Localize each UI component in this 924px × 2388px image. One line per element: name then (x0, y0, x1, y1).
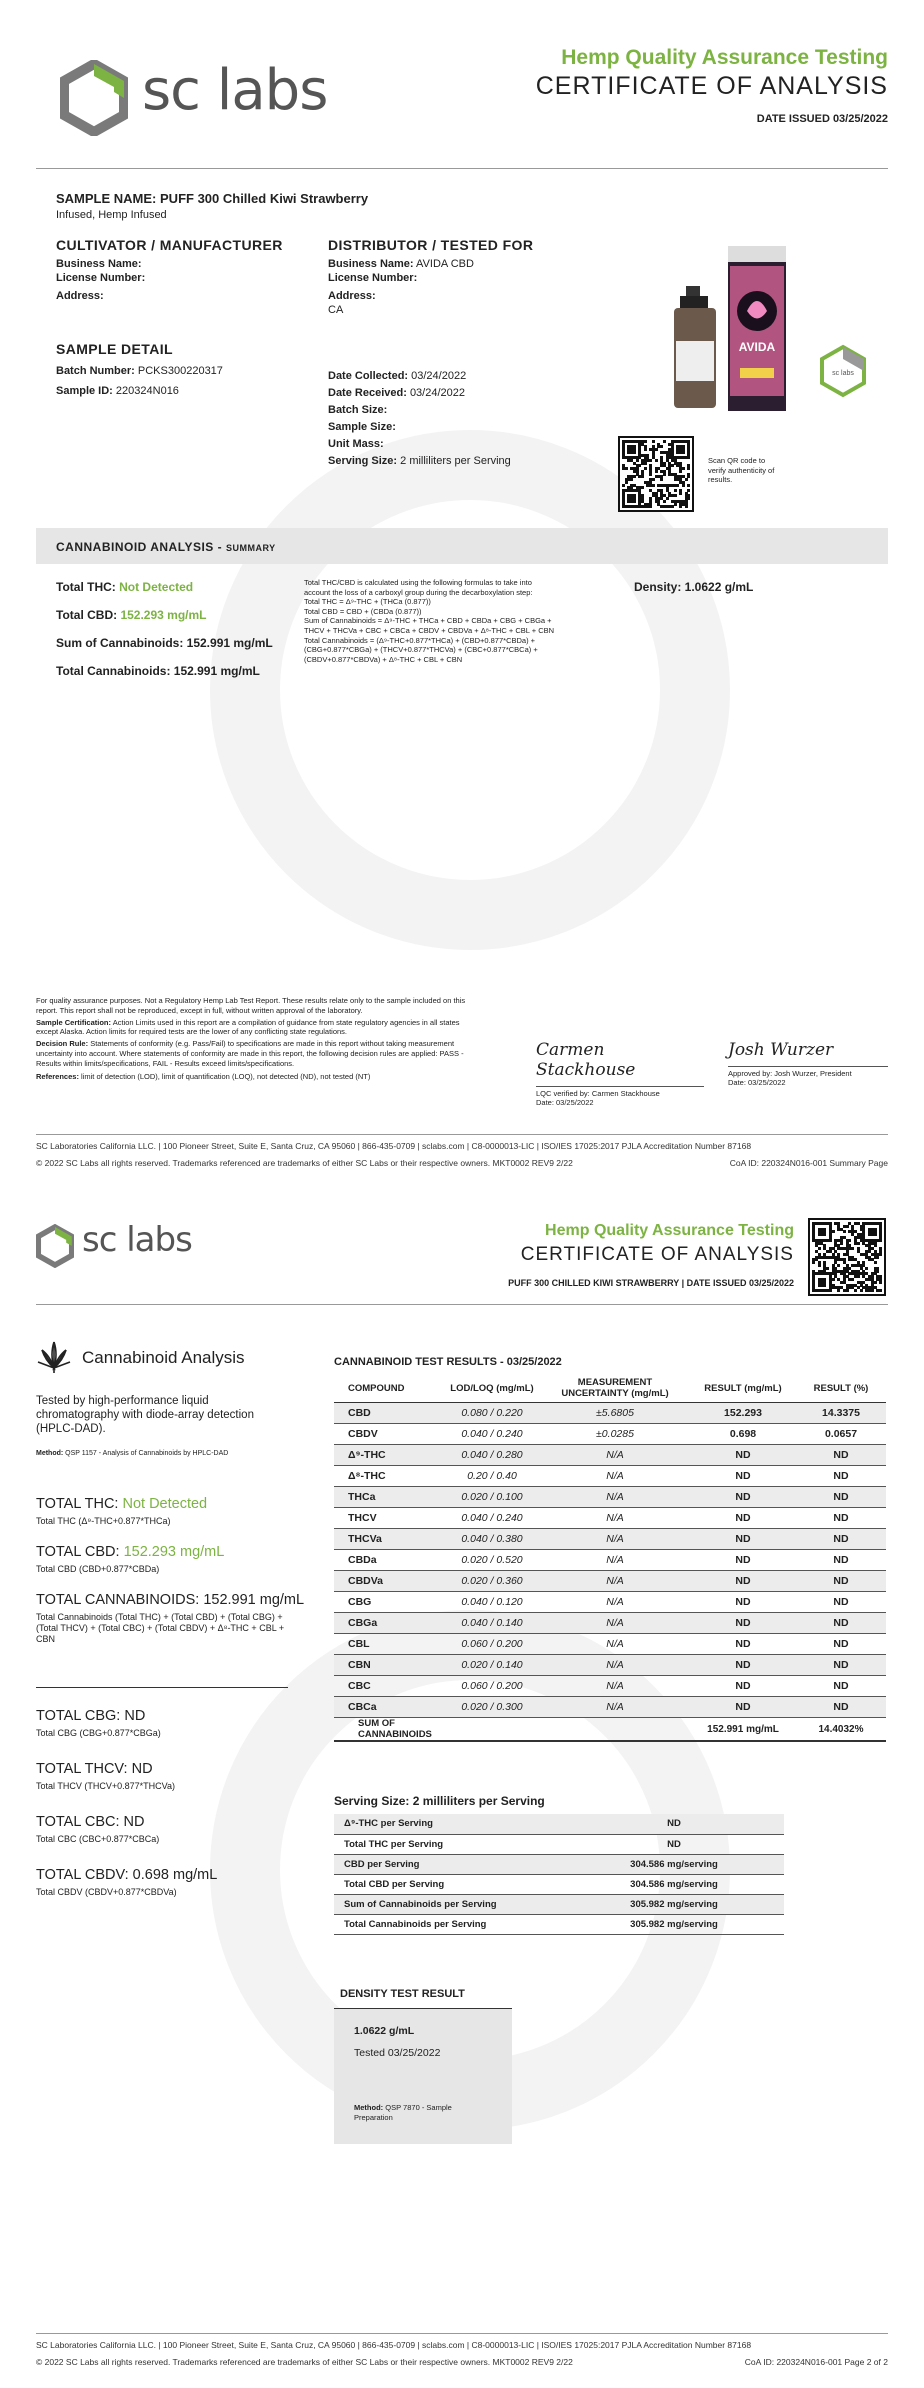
formula-notes (304, 578, 614, 664)
results-column-header: LOD/LOQ (mg/mL) (450, 1382, 534, 1394)
distributor-address-value: CA (328, 304, 344, 316)
summary-heading: CANNABINOID ANALYSIS - SUMMARY (56, 540, 276, 554)
summary-totals (56, 580, 273, 692)
results-column-header: RESULT (mg/mL) (704, 1382, 782, 1394)
table-row: CBGa 0.040 / 0.140 N/A ND ND (334, 1613, 886, 1634)
page-2 (0, 1190, 924, 2388)
report-subtitle: Hemp Quality Assurance Testing (561, 46, 888, 69)
results-column-header: MEASUREMENT UNCERTAINTY (mg/mL) (561, 1377, 669, 1399)
serving-row: Total THC per Serving ND (334, 1834, 784, 1854)
cultivator-address-label: Address: (56, 290, 104, 302)
batch-size-label: Batch Size: (328, 404, 388, 416)
serving-size-value: 2 milliliters per Serving (400, 455, 511, 467)
distributor-license-label: License Number: (328, 272, 418, 284)
disclaimer: For quality assurance purposes. Not a Regulatory Hemp Lab Test Report. These results relate only to the sample included on this report. This report shall not be reproduced, except in full, without written approval of the laboratory. Sample Certification: Action Limits used in this report are a compilation of guidance from state regulatory agencies in all states except Alaska. Action limits for required tests are the lower of any conflicting state regulations. Decision Rule: Statements of conformity (e.g. Pass/Fail) to specifications are made in this report without taking measurement uncertainty into account. Where statements of conformity are made in this report, the following decision rules are applied: PASS - Results within limits/specifications, FAIL - Results exceed limits/specifications. References: limit of detection (LOD), limit of quantification (LOQ), not detected (ND), not tested (NT) (36, 996, 466, 1081)
date-received-label: Date Received: (328, 387, 407, 399)
distributor-business-label: Business Name: (328, 258, 414, 270)
serving-heading: Serving Size: 2 milliliters per Serving (334, 1794, 545, 1808)
sum-row-label: SUM OF CANNABINOIDS (334, 1718, 444, 1742)
distributor-address-label: Address: (328, 290, 376, 302)
summary-density: Density: 1.0622 g/mL (634, 580, 754, 594)
analysis-method: Method: QSP 1157 - Analysis of Cannabinoids by HPLC-DAD (36, 1450, 229, 1457)
sum-row-mg: 152.991 mg/mL (690, 1718, 796, 1742)
results-table (334, 1374, 886, 1742)
total-thc-label: Total THC: (56, 580, 116, 594)
sample-id-label: Sample ID: (56, 385, 113, 397)
density-tested-date: Tested 03/25/2022 (354, 2047, 441, 2059)
formula-line: Sum of Cannabinoids = Δ⁹-THC + THCa + CBD + CBDa + CBG + CBGa + (304, 616, 552, 626)
analysis-total: TOTAL THC: Not Detected Total THC (Δ⁹-THC+0.877*THCa) (36, 1496, 208, 1526)
serving-row: CBD per Serving 304.586 mg/serving (334, 1854, 784, 1874)
serving-row: Δ⁹-THC per Serving ND (334, 1814, 784, 1834)
sample-name: PUFF 300 Chilled Kiwi Strawberry (160, 191, 369, 206)
batch-value: PCKS300220317 (137, 365, 223, 377)
date-collected-value: 03/24/2022 (411, 370, 467, 382)
logo-wordmark: sc labs (142, 58, 328, 123)
density-method: Method: QSP 7870 - Sample Preparation (354, 2103, 452, 2122)
total-cbd-label: Total CBD: (56, 608, 118, 622)
sc-labs-logo-icon-2 (36, 1224, 74, 1268)
results-column-header: RESULT (%) (813, 1382, 869, 1394)
date-issued: DATE ISSUED 03/25/2022 (756, 113, 888, 125)
formula-line: (CBG+0.877*CBGa) + (THCV+0.877*THCVa) + (CBC+0.877*CBCa) + (304, 645, 538, 655)
density-value: 1.0622 g/mL (354, 2025, 415, 2037)
analysis-title: Cannabinoid Analysis (82, 1348, 245, 1367)
results-column-header: COMPOUND (348, 1382, 405, 1394)
page-2-meta: PUFF 300 CHILLED KIWI STRAWBERRY | DATE ISSUED 03/25/2022 (508, 1278, 794, 1288)
total-cbd-value: 152.293 mg/mL (120, 608, 207, 622)
formula-line: (CBDV+0.877*CBDVa) + Δ⁸-THC + CBL + CBN (304, 654, 463, 664)
totals-divider (36, 1687, 288, 1688)
table-row: THCa 0.020 / 0.100 N/A ND ND (334, 1487, 886, 1508)
product-photo (668, 246, 808, 416)
serving-row: Total Cannabinoids per Serving 305.982 mg/serving (334, 1914, 784, 1934)
cultivator-business-label: Business Name: (56, 258, 142, 270)
sample-size-label: Sample Size: (328, 421, 396, 433)
formula-line: Total CBD = CBD + (CBDa (0.877)) (304, 606, 422, 616)
distributor-business-value: AVIDA CBD (416, 258, 474, 270)
signature-2: Josh Wurzer Approved by: Josh Wurzer, President Date: 03/25/2022 (728, 1040, 888, 1087)
date-collected-label: Date Collected: (328, 370, 409, 382)
sample-detail-block (56, 342, 223, 398)
distributor-heading: DISTRIBUTOR / TESTED FOR (328, 237, 534, 253)
page-2-footer-divider (36, 2333, 888, 2334)
formula-line: THCV + THCVa + CBC + CBCa + CBDV + CBDVa + Δ⁸-THC + CBL + CBN (304, 625, 555, 635)
sample-id-value: 220324N016 (115, 385, 179, 397)
table-row: CBC 0.060 / 0.200 N/A ND ND (334, 1676, 886, 1697)
table-row: Δ⁸-THC 0.20 / 0.40 N/A ND ND (334, 1466, 886, 1487)
analysis-totals-2 (36, 1708, 326, 1920)
table-row: CBDa 0.020 / 0.520 N/A ND ND (334, 1550, 886, 1571)
analysis-total-secondary: TOTAL CBC: ND Total CBC (CBC+0.877*CBCa) (36, 1814, 160, 1844)
page-2-subtitle: Hemp Quality Assurance Testing (545, 1222, 794, 1239)
analysis-totals (36, 1496, 326, 1662)
sample-detail-heading: SAMPLE DETAIL (56, 341, 173, 357)
cultivator-block (56, 238, 283, 303)
density-box (334, 2008, 512, 2144)
results-heading: CANNABINOID TEST RESULTS - 03/25/2022 (334, 1356, 562, 1368)
table-row: CBCa 0.020 / 0.300 N/A ND ND (334, 1697, 886, 1718)
formula-line: Total Cannabinoids = (Δ⁹-THC+0.877*THCa) + (CBD+0.877*CBDa) + (304, 635, 536, 645)
page-2-header-divider (36, 1304, 888, 1305)
page-2-qr-code[interactable] (808, 1218, 886, 1296)
unit-mass-label: Unit Mass: (328, 438, 384, 450)
table-row: CBL 0.060 / 0.200 N/A ND ND (334, 1634, 886, 1655)
serving-size-label: Serving Size: (328, 455, 398, 467)
table-row: CBN 0.020 / 0.140 N/A ND ND (334, 1655, 886, 1676)
analysis-total-secondary: TOTAL CBG: ND Total CBG (CBG+0.877*CBGa) (36, 1708, 161, 1738)
page-1-footer: SC Laboratories California LLC. | 100 Pioneer Street, Suite E, Santa Cruz, CA 95060 | 866-435-0709 | sclabs.com | C8-0000013-LIC | ISO/IES 17025:2017 PJLA Accreditation Number 87168 © 2022 SC Labs all rights reserved. Trademarks referenced are trademarks of either SC Labs or their respective owners. MKT0002 REV9 2/22 CoA ID: 220324N016-001 Summary Page (36, 1141, 888, 1168)
sum-row-pct: 14.4032% (796, 1718, 886, 1742)
page-1 (0, 0, 924, 1180)
date-received-value: 03/24/2022 (409, 387, 465, 399)
qr-caption: Scan QR code to verify authenticity of results. (708, 456, 775, 484)
sample-dates-block (328, 368, 511, 470)
sc-labs-logo-icon (60, 60, 128, 136)
signature-1: Carmen Stackhouse LQC verified by: Carmen Stackhouse Date: 03/25/2022 (536, 1040, 704, 1107)
verification-qr-code[interactable] (618, 436, 694, 512)
cultivator-license-label: License Number: (56, 272, 146, 284)
sample-name-label: SAMPLE NAME: (56, 191, 157, 206)
total-cannabinoids: Total Cannabinoids: 152.991 mg/mL (56, 664, 260, 678)
total-thc-value: Not Detected (119, 580, 194, 594)
table-row: CBG 0.040 / 0.120 N/A ND ND (334, 1592, 886, 1613)
report-title: CERTIFICATE OF ANALYSIS (535, 72, 888, 100)
header-divider (36, 168, 888, 169)
analysis-total: TOTAL CANNABINOIDS: 152.991 mg/mL Total Cannabinoids (Total THC) + (Total CBD) + (Total CBG) + (Total THCV) + (Total CBC) + (Total CBDV) + Δ⁸-THC + CBL + CBN (36, 1592, 305, 1644)
batch-label: Batch Number: (56, 365, 135, 377)
serving-row: Total CBD per Serving 304.586 mg/serving (334, 1874, 784, 1894)
table-row: THCV 0.040 / 0.240 N/A ND ND (334, 1508, 886, 1529)
cannabis-leaf-icon (36, 1340, 72, 1374)
serving-table (334, 1814, 784, 1935)
badge-text: sc labs (832, 370, 854, 377)
logo-wordmark-2: sc labs (82, 1220, 192, 1260)
analysis-total-secondary: TOTAL CBDV: 0.698 mg/mL Total CBDV (CBDV+0.877*CBDVa) (36, 1867, 218, 1897)
analysis-total: TOTAL CBD: 152.293 mg/mL Total CBD (CBD+0.877*CBDa) (36, 1544, 225, 1574)
table-row: THCVa 0.040 / 0.380 N/A ND ND (334, 1529, 886, 1550)
page-2-title: CERTIFICATE OF ANALYSIS (520, 1244, 794, 1265)
distributor-block (328, 238, 533, 317)
formula-line: Total THC = Δ⁹-THC + (THCa (0.877)) (304, 597, 431, 607)
formula-line: account the loss of a carboxyl group during the decarboxylation step: (304, 587, 533, 597)
formula-line: Total THC/CBD is calculated using the following formulas to take into (304, 578, 532, 587)
density-heading: DENSITY TEST RESULT (340, 1988, 465, 2000)
analysis-total-secondary: TOTAL THCV: ND Total THCV (THCV+0.877*THCVa) (36, 1761, 175, 1791)
table-row: CBDV 0.040 / 0.240 ±0.0285 0.698 0.0657 (334, 1424, 886, 1445)
table-row: Δ⁹-THC 0.040 / 0.280 N/A ND ND (334, 1445, 886, 1466)
table-row: CBD 0.080 / 0.220 ±5.6805 152.293 14.3375 (334, 1403, 886, 1424)
page-2-footer: SC Laboratories California LLC. | 100 Pioneer Street, Suite E, Santa Cruz, CA 95060 | 866-435-0709 | sclabs.com | C8-0000013-LIC | ISO/IES 17025:2017 PJLA Accreditation Number 87168 © 2022 SC Labs all rights reserved. Trademarks referenced are trademarks of either SC Labs or their respective owners. MKT0002 REV9 2/22 CoA ID: 220324N016-001 Page 2 of 2 (36, 2340, 888, 2367)
serving-row: Sum of Cannabinoids per Serving 305.982 mg/serving (334, 1894, 784, 1914)
footer-divider (36, 1134, 888, 1135)
product-brand-text: AVIDA (738, 340, 776, 354)
sum-cannabinoids: Sum of Cannabinoids: 152.991 mg/mL (56, 636, 273, 650)
sc-labs-badge-icon (818, 344, 868, 398)
cultivator-heading: CULTIVATOR / MANUFACTURER (56, 237, 283, 253)
table-row: CBDVa 0.020 / 0.360 N/A ND ND (334, 1571, 886, 1592)
sample-type: Infused, Hemp Infused (56, 209, 167, 221)
analysis-description: Tested by high-performance liquid chromatography with diode-array detection (HPLC-DAD). (36, 1395, 254, 1435)
